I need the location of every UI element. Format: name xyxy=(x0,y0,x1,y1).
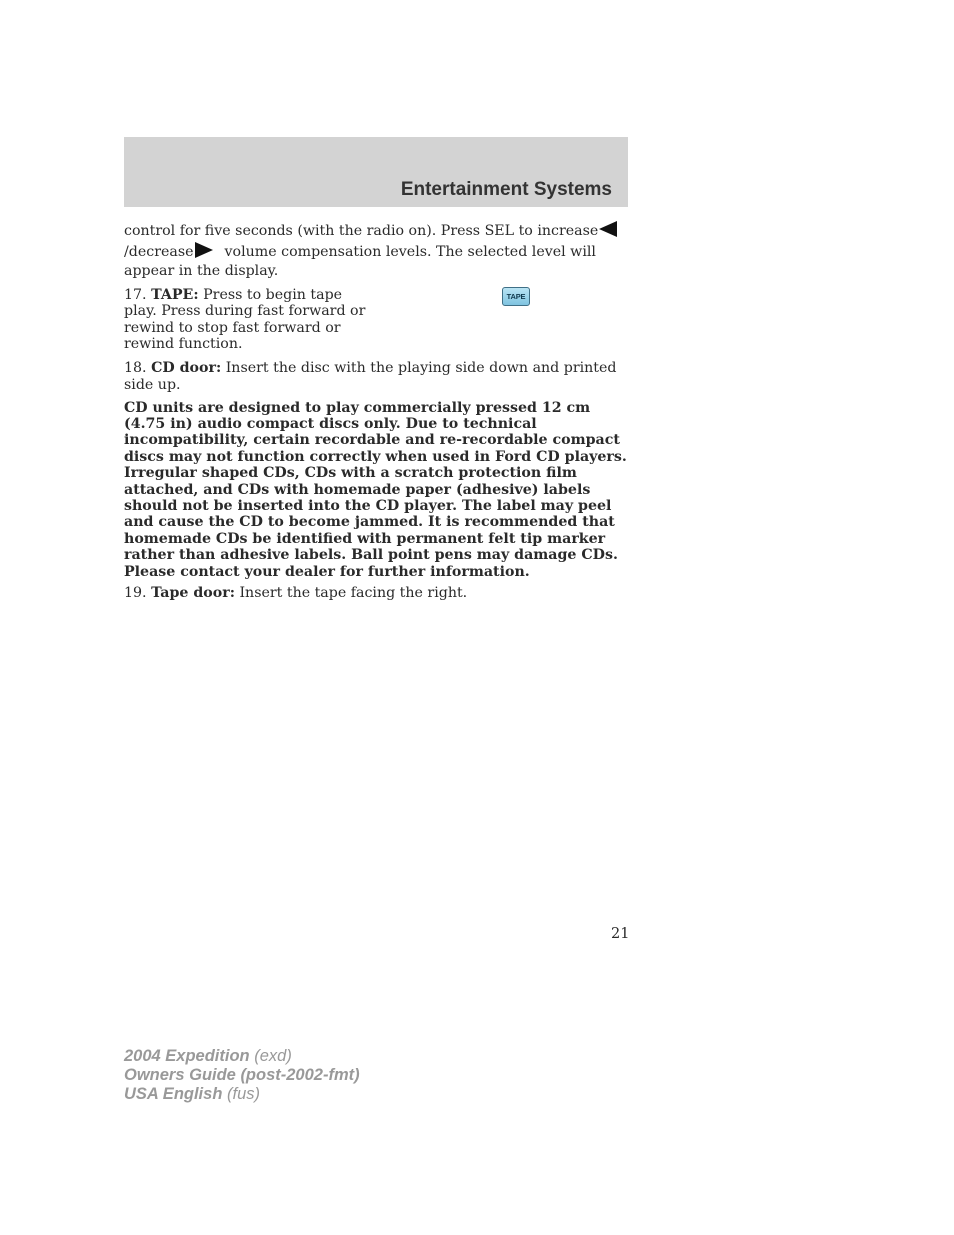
cd-warning: CD units are designed to play commercially pressed 12 cm (4.75 in) audio compact discs only. Due to technical incompatibility, certain recordable and re-recordable compact discs may not function correctly when used in Ford CD players. Irregular shaped CDs, CDs with a scratch protection film attached, and CDs with homemade paper (adhesive) labels should not be inserted into the CD player. The label may peel and cause the CD to become jammed. It is recommended that homemade CDs be identified with permanent felt tip marker rather than adhesive labels. Ball point pens may damage CDs. Please contact your dealer for further information. xyxy=(124,399,627,580)
footer-model-code: (exd) xyxy=(254,1047,292,1065)
item-description: Press to begin tape play. Press during fast forward or rewind to stop fast forward or rewind function. xyxy=(124,286,366,352)
item-title: CD door: xyxy=(151,359,222,376)
document-footer xyxy=(124,1047,360,1104)
item-17-text xyxy=(124,287,374,353)
right-arrow-icon xyxy=(195,242,213,258)
footer-line-3 xyxy=(124,1085,360,1104)
tape-button-icon: TAPE xyxy=(502,287,530,306)
footer-line-1 xyxy=(124,1047,360,1066)
item-number: 17. xyxy=(124,286,147,303)
intro-text-2: /decrease xyxy=(124,243,194,260)
intro-paragraph xyxy=(124,221,630,282)
intro-text-1: control for five seconds (with the radio on). Press SEL to increase xyxy=(124,223,599,239)
footer-model: 2004 Expedition xyxy=(124,1047,250,1065)
footer-language-code: (fus) xyxy=(227,1085,260,1103)
footer-guide: Owners Guide (post-2002-fmt) xyxy=(124,1066,360,1084)
section-header xyxy=(124,137,628,207)
item-description: Insert the tape facing the right. xyxy=(239,584,468,601)
item-title: TAPE: xyxy=(151,286,199,303)
item-description: Insert the disc with the playing side down and printed side up. xyxy=(124,359,617,393)
item-19 xyxy=(124,585,630,602)
footer-line-2 xyxy=(124,1066,360,1085)
left-arrow-icon xyxy=(599,221,617,237)
page-number: 21 xyxy=(611,926,630,942)
footer-language: USA English xyxy=(124,1085,223,1103)
item-number: 19. xyxy=(124,584,147,601)
item-number: 18. xyxy=(124,359,147,376)
item-17 xyxy=(124,287,630,353)
item-title: Tape door: xyxy=(151,584,235,601)
item-18 xyxy=(124,360,630,394)
intro-text-3: volume compensation levels. The selected level will appear in the display. xyxy=(124,243,596,279)
page-content xyxy=(124,221,630,607)
section-title: Entertainment Systems xyxy=(400,179,612,200)
